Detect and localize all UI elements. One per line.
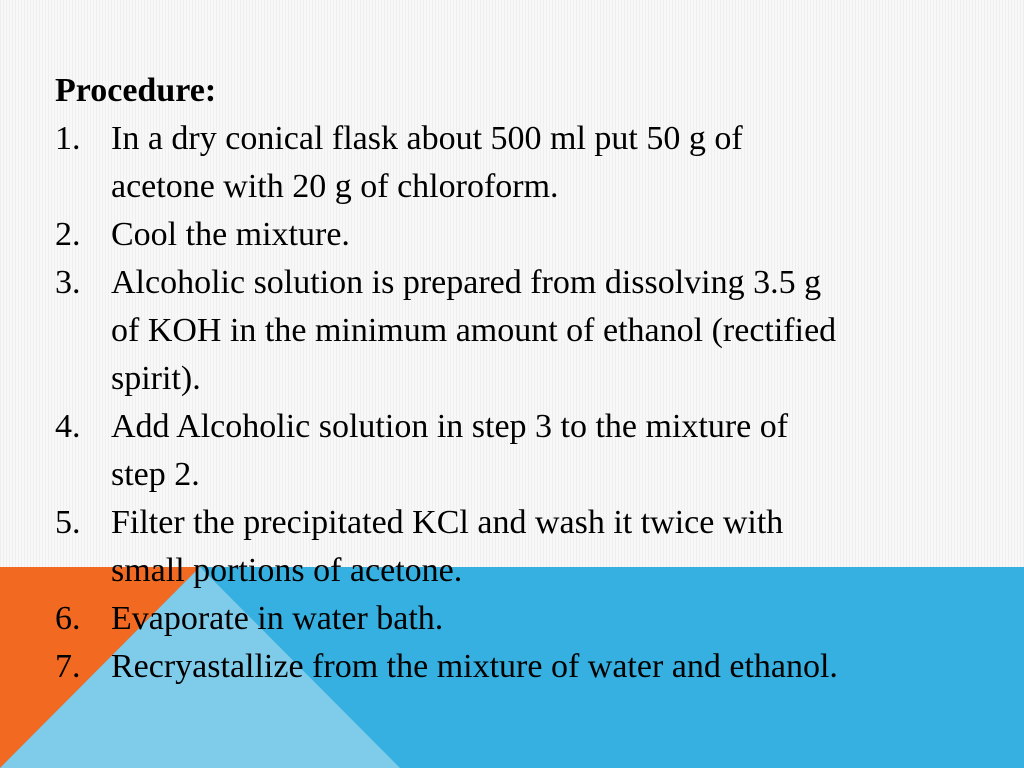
procedure-step-2	[55, 211, 995, 259]
step-text	[111, 259, 995, 403]
step-number: 7.	[55, 648, 81, 685]
procedure-title: Procedure:	[55, 72, 217, 109]
procedure-steps-list	[55, 115, 995, 691]
procedure-step-6	[55, 595, 995, 643]
step-text-line: spirit).	[111, 360, 201, 397]
step-text	[111, 643, 995, 691]
step-number: 5.	[55, 504, 81, 541]
procedure-step-1	[55, 115, 995, 211]
step-text	[111, 595, 995, 643]
step-number: 3.	[55, 264, 81, 301]
procedure-step-3	[55, 259, 995, 403]
step-text-line: In a dry conical flask about 500 ml put 50 g of	[111, 120, 743, 157]
step-text-line: acetone with 20 g of chloroform.	[111, 168, 559, 205]
step-text	[111, 403, 995, 499]
step-text-line: Evaporate in water bath.	[111, 600, 444, 637]
step-text-line: Recryastallize from the mixture of water and ethanol.	[111, 648, 838, 685]
step-number: 2.	[55, 216, 81, 253]
step-text-line: Filter the precipitated KCl and wash it twice with	[111, 504, 784, 541]
step-text-line: step 2.	[111, 456, 200, 493]
procedure-content	[55, 67, 995, 691]
procedure-step-5	[55, 499, 995, 595]
step-text-line: Alcoholic solution is prepared from dissolving 3.5 g	[111, 264, 822, 301]
step-text-line: of KOH in the minimum amount of ethanol (rectified	[111, 312, 837, 349]
step-number: 6.	[55, 600, 81, 637]
step-text	[111, 115, 995, 211]
step-number: 1.	[55, 120, 81, 157]
procedure-step-4	[55, 403, 995, 499]
step-text-line: Add Alcoholic solution in step 3 to the mixture of	[111, 408, 789, 445]
step-text-line: Cool the mixture.	[111, 216, 350, 253]
step-number: 4.	[55, 408, 81, 445]
procedure-step-7	[55, 643, 995, 691]
step-text-line: small portions of acetone.	[111, 552, 463, 589]
step-text	[111, 211, 995, 259]
step-text	[111, 499, 995, 595]
